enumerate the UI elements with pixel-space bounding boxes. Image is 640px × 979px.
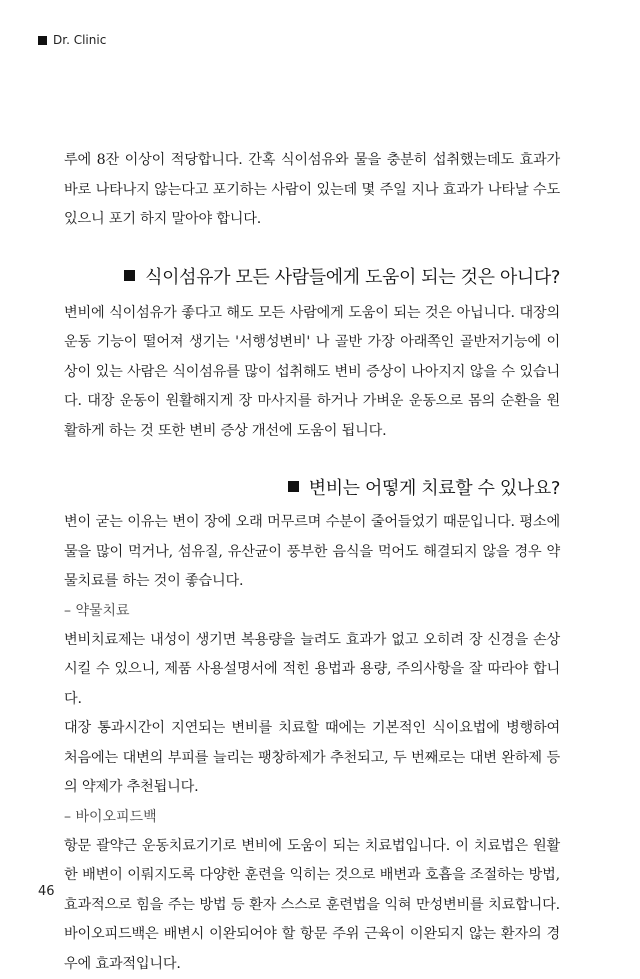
treatment-paragraph-1: 변이 굳는 이유는 변이 장에 오래 머무르며 수분이 줄어들었기 때문입니다. 평소에 물을 많이 먹거나, 섬유질, 유산균이 풍부한 음식을 먹어도 해결되지 않을 경우 약물치료를 하는 것이 좋습니다.	[64, 508, 560, 597]
section-heading-treatment	[64, 474, 560, 500]
heading-bullet-icon	[288, 481, 299, 492]
sublabel-medication: – 약물치료	[64, 597, 560, 626]
section-heading-fiber-text: 식이섬유가 모든 사람들에게 도움이 되는 것은 아니다?	[145, 267, 560, 288]
section-heading-treatment-text: 변비는 어떻게 치료할 수 있나요?	[309, 478, 560, 499]
heading-bullet-icon	[124, 270, 135, 281]
header-square-icon	[38, 36, 47, 45]
page-number: 46	[38, 884, 55, 899]
page-content	[64, 146, 560, 979]
running-header	[38, 30, 106, 50]
header-title: Dr. Clinic	[53, 33, 106, 47]
intro-paragraph: 루에 8잔 이상이 적당합니다. 간혹 식이섬유와 물을 충분히 섭취했는데도 효과가 바로 나타나지 않는다고 포기하는 사람이 있는데 몇 주일 지나 효과가 나타날 수도 있으니 포기 하지 말아야 합니다.	[64, 146, 560, 235]
sublabel-biofeedback: – 바이오피드백	[64, 803, 560, 832]
treatment-paragraph-3: 대장 통과시간이 지연되는 변비를 치료할 때에는 기본적인 식이요법에 병행하여 처음에는 대변의 부피를 늘리는 팽창하제가 추천되고, 두 번째로는 대변 완하제 등의 약제가 추천됩니다.	[64, 714, 560, 803]
treatment-paragraph-2: 변비치료제는 내성이 생기면 복용량을 늘려도 효과가 없고 오히려 장 신경을 손상시킬 수 있으니, 제품 사용설명서에 적힌 용법과 용량, 주의사항을 잘 따라야 합니다.	[64, 626, 560, 715]
treatment-paragraph-4: 항문 괄약근 운동치료기기로 변비에 도움이 되는 치료법입니다. 이 치료법은 원활한 배변이 이뤄지도록 다양한 훈련을 익히는 것으로 배변과 호흡을 조절하는 방법, 효과적으로 힘을 주는 방법 등 환자 스스로 훈련법을 익혀 만성변비를 치료합니다. 바이오피드백은 배변시 이완되어야 할 항문 주위 근육이 이완되지 않는 환자의 경우에 효과적입니다.	[64, 832, 560, 979]
section-heading-fiber	[64, 263, 560, 289]
fiber-paragraph: 변비에 식이섬유가 좋다고 해도 모든 사람에게 도움이 되는 것은 아닙니다. 대장의 운동 기능이 떨어져 생기는 '서행성변비' 나 골반 가장 아래쪽인 골반저기능에 이상이 있는 사람은 식이섬유를 많이 섭취해도 변비 증상이 나아지지 않을 수 있습니다. 대장 운동이 원활해지게 장 마사지를 하거나 가벼운 운동으로 몸의 순환을 원활하게 하는 것 또한 변비 증상 개선에 도움이 됩니다.	[64, 299, 560, 447]
